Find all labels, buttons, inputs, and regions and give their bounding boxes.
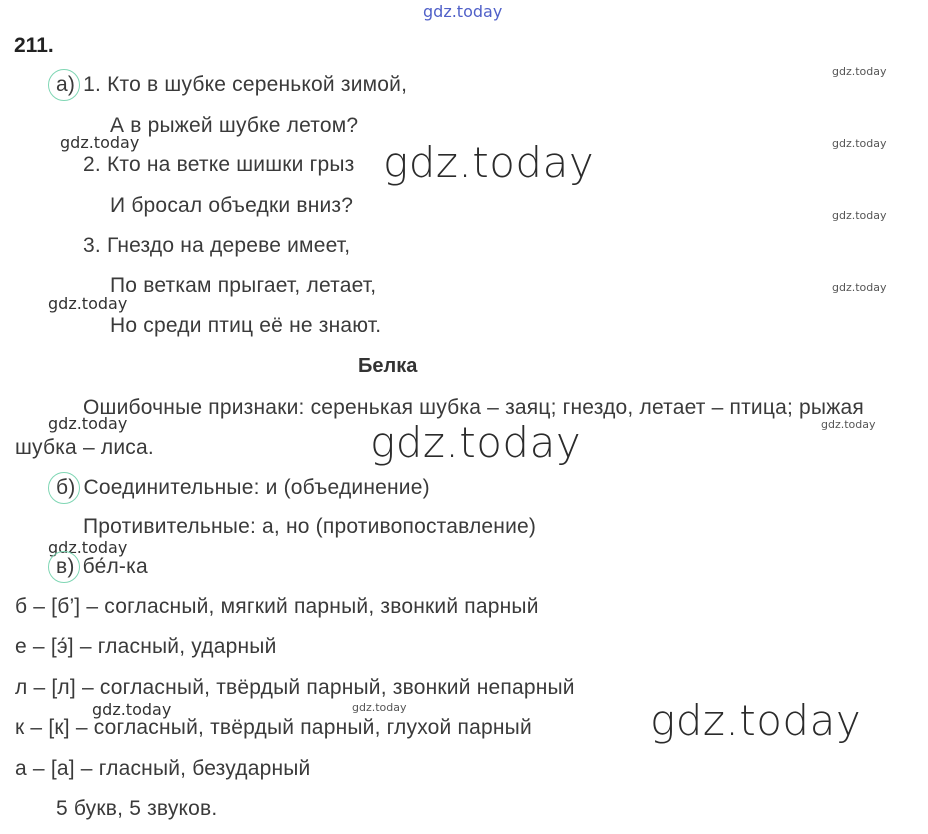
conjunctions-line xyxy=(54,476,430,500)
watermark-small: gdz.today xyxy=(832,65,887,78)
riddle-line: 3. Гнездо на дереве имеет, xyxy=(83,234,351,257)
riddle-line: Но среди птиц её не знают. xyxy=(110,314,382,337)
watermark-small: gdz.today xyxy=(821,418,876,431)
watermark-top: gdz.today xyxy=(423,2,503,21)
riddle-line xyxy=(54,73,407,97)
section-marker-a: а) xyxy=(56,73,76,96)
watermark-small: gdz.today xyxy=(832,281,887,294)
watermark-mid: gdz.today xyxy=(48,294,128,313)
watermark-large: gdz.today xyxy=(383,138,595,187)
syllable-word: бе́л-ка xyxy=(82,555,148,578)
riddle-line: По веткам прыгает, летает, xyxy=(110,274,377,297)
conjunctions-text: Соединительные: и (объединение) xyxy=(83,476,430,499)
task-number: 211. xyxy=(14,34,54,57)
watermark-small: gdz.today xyxy=(832,137,887,150)
syllable-line xyxy=(54,555,148,579)
answer-title: Белка xyxy=(358,355,418,377)
watermark-large: gdz.today xyxy=(370,418,582,467)
phonetic-line: л – [л] – согласный, твёрдый парный, звонкий непарный xyxy=(15,676,575,699)
watermark-mid: gdz.today xyxy=(92,700,172,719)
phonetic-line: е – [э́] – гласный, ударный xyxy=(15,635,277,658)
section-marker-c: в) xyxy=(56,555,75,578)
conjunctions-line: Противительные: а, но (противопоставление) xyxy=(83,515,537,538)
errors-text-line1: Ошибочные признаки: серенькая шубка – заяц; гнездо, летает – птица; рыжая xyxy=(83,396,864,419)
riddle-line-text: 1. Кто в шубке серенькой зимой, xyxy=(83,73,408,96)
summary-line: 5 букв, 5 звуков. xyxy=(56,797,218,820)
phonetic-line: а – [а] – гласный, безударный xyxy=(15,757,311,780)
watermark-small: gdz.today xyxy=(352,701,407,714)
watermark-mid: gdz.today xyxy=(48,538,128,557)
phonetic-line: б – [б’] – согласный, мягкий парный, звонкий парный xyxy=(15,595,539,618)
riddle-line: И бросал объедки вниз? xyxy=(110,194,354,217)
watermark-small: gdz.today xyxy=(832,209,887,222)
riddle-line: 2. Кто на ветке шишки грыз xyxy=(83,153,355,176)
watermark-mid: gdz.today xyxy=(60,133,140,152)
phonetic-line: к – [к] – согласный, твёрдый парный, глухой парный xyxy=(15,716,532,739)
riddle-line: А в рыжей шубке летом? xyxy=(110,114,359,137)
watermark-mid: gdz.today xyxy=(48,414,128,433)
section-marker-b: б) xyxy=(56,476,76,499)
watermark-large: gdz.today xyxy=(650,696,862,745)
errors-text-line2: шубка – лиса. xyxy=(15,436,154,459)
